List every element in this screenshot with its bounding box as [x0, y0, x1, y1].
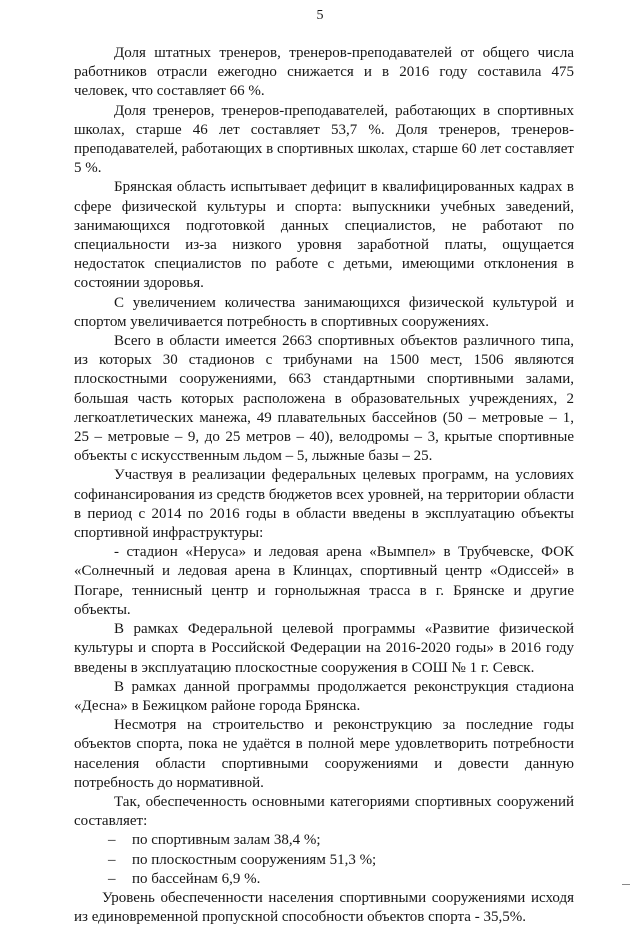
paragraph-fcp-2016: В рамках Федеральной целевой программы «Развитие физической культуры и спорта в Российской Федерации на 2016-2020 годы» в 2016 году введены в эксплуатацию плоскостные сооружения в СОШ № 1 г. Севск. — [74, 621, 574, 676]
paragraph-federal-programs: Участвуя в реализации федеральных целевых программ, на условиях софинансирования из средств бюджетов всех уровней, на территории области в период с 2014 по 2016 годы в области введены в эксплуатацию объекты спортивной инфраструктуры: — [74, 467, 574, 542]
paragraph-stadium-reconstruction: В рамках данной программы продолжается реконструкция стадиона «Десна» в Бежицком районе города Брянска. — [74, 678, 574, 714]
list-item — [74, 831, 574, 850]
paragraph-provision-level: Уровень обеспеченности населения спортивными сооружениями исходя из единовременной пропускной способности объектов спорта - 35,5%. — [74, 889, 574, 926]
list-dash: – — [108, 832, 116, 849]
list-dash: – — [108, 870, 116, 887]
document-body — [74, 44, 574, 927]
list-item — [74, 870, 574, 889]
paragraph-facility-count: Всего в области имеется 2663 спортивных объектов различного типа, из которых 30 стадионов с трибунами на 1500 мест, 1506 являются плоскостными сооружениями, 663 стандартными спортивными залами, большая часть которых расположена в образовательных учреждениях, 2 легкоатлетических манежа, 49 плавательных бассейнов (50 – метровые – 1, 25 – метровые – 9, до 25 метров – 40), велодромы – 3, крытые спортивные объекты с искусственным льдом – 5, лыжные базы – 25. — [74, 333, 574, 465]
scan-mark — [622, 884, 630, 885]
paragraph-staff-deficit: Брянская область испытывает дефицит в квалифицированных кадрах в сфере физической культуры и спорта: выпускники учебных заведений, занимающихся подготовкой данных специалистов, не работают по специальности из-за низкого уровня заработной платы, ощущается недостаток специалистов по работе с детьми, имеющими отклонения в состоянии здоровья. — [74, 179, 574, 292]
page-number: 5 — [316, 8, 324, 23]
paragraph-needs-unmet: Несмотря на строительство и реконструкцию за последние годы объектов спорта, пока не удаётся в полной мере удовлетворить потребности населения области спортивными сооружениями и довести данную потребность до нормативной. — [74, 717, 574, 791]
paragraph-provision-intro: Так, обеспеченность основными категориями спортивных сооружений составляет: — [74, 793, 574, 830]
paragraph-facility-demand: С увеличением количества занимающихся физической культурой и спортом увеличивается потребность в спортивных сооружениях. — [74, 294, 574, 330]
provision-list — [74, 831, 574, 889]
paragraph-facility-list: - стадион «Неруса» и ледовая арена «Вымпел» в Трубчевске, ФОК «Солнечный и ледовая арена в Клинцах, спортивный центр «Одиссей» в Погаре, теннисный центр и горнолыжная трасса в г. Брянске и другие объекты. — [74, 544, 574, 618]
list-item-text: по плоскостным сооружениям 51,3 %; — [132, 851, 377, 868]
list-item — [74, 851, 574, 870]
paragraph-coaches-age: Доля тренеров, тренеров-преподавателей, работающих в спортивных школах, старше 46 лет составляет 53,7 %. Доля тренеров, тренеров-преподавателей, работающих в спортивных школах, старше 60 лет составляет 5 %. — [74, 102, 574, 177]
list-item-text: по бассейнам 6,9 %. — [132, 870, 261, 887]
paragraph-coaches-share: Доля штатных тренеров, тренеров-преподавателей от общего числа работников отрасли ежегодно снижается и в 2016 году составила 475 человек, что составляет 66 %. — [74, 45, 574, 100]
list-dash: – — [108, 851, 116, 868]
list-item-text: по спортивным залам 38,4 %; — [132, 832, 321, 849]
